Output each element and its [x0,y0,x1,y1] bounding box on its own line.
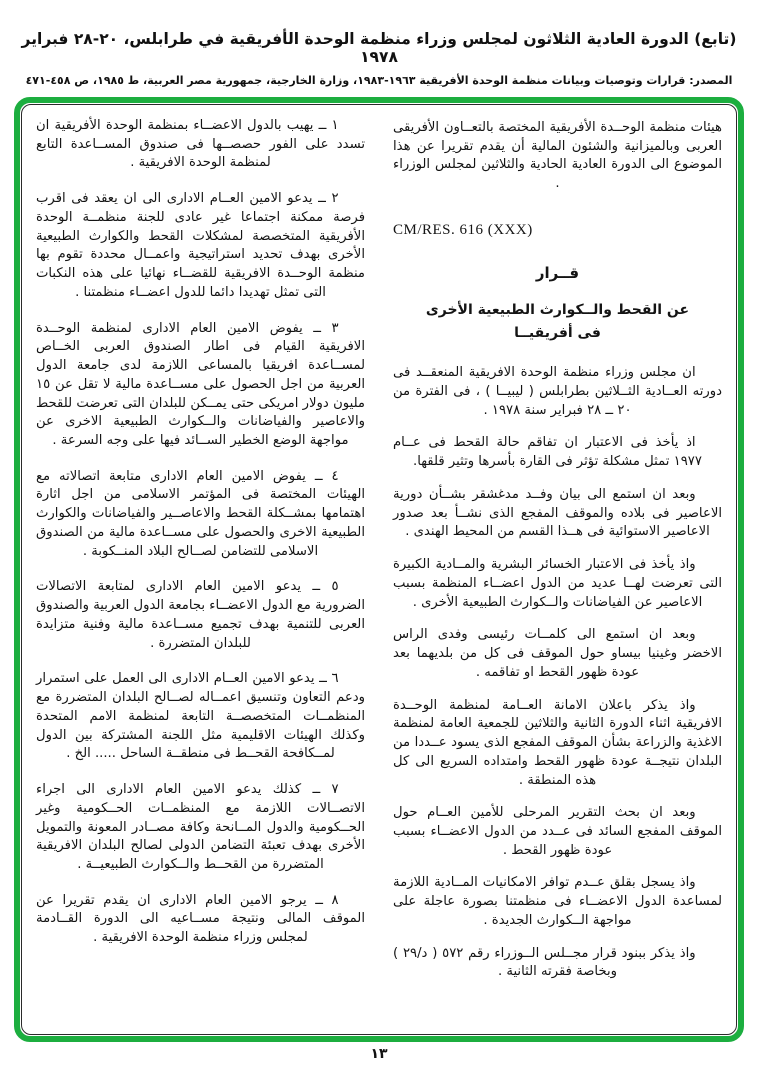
resolution-item-6: ٦ ــ يدعو الامين العــام الادارى الى العمل على استمرار ودعم التعاون وتنسيق اعمــاله لصــالح البلدان المتضررة مع المنظمــات المتخصصــة التابعة لمنظمة الامم المتحدة وكذلك الهيئات الاقليمية مثل اللجنة المشتركة بين الدول لمــكافحة القحــط فى منطقــة الساحل ..... الخ . [36,671,365,762]
left-column [36,117,365,1024]
page-header [0,30,758,87]
two-column-text-layout [36,117,722,1024]
resolution-item-5: ٥ ــ يدعو الامين العام الادارى لمتابعة الاتصالات الضرورية مع الدول الاعضــاء بجامعة الدول العربية والصندوق العربى للتنمية بهدف تجميع مســاعدة مالية وفنية متزايدة للبلدان المتضررة . [36,579,365,651]
preamble-paragraph: ان مجلس وزراء منظمة الوحدة الافريقية المنعقــد فى دورته العــادية الثــلاثين بطرابلس ( ليبيــا ) ، فى الفترة من ٢٠ ــ ٢٨ فبراير سنة ١٩٧٨ . [393,365,722,418]
preamble-paragraph: اذ يأخذ فى الاعتبار ان تفاقم حالة القحط فى عــام ١٩٧٧ تمثل مشكلة تؤثر فى القارة بأسرها وتثير قلقها. [393,435,702,470]
intro-paragraph: هيئات منظمة الوحــدة الأفريقية المختصة بالتعــاون الأفريقى العربى وبالميزانية والشئون المالية أن يقدم تقريرا عن هذا الموضوع الى الدورة العادية الحادية والثلاثين لمجلس الوزراء . [393,120,722,192]
resolution-title: قــرار [535,264,580,283]
preamble-paragraph: واذ يذكر باعلان الامانة العــامة لمنظمة الوحــدة الافريقية اثناء الدورة الثانية والثلاثين للجمعية العامة لمنظمة الاغذية والزراعة بشأن الموقف المفجع الذى يسود عــددا من البلدان نتيجــة عودة ظهور القحط وامتداده السريع الى كل هذه المنطقة . [393,697,722,788]
resolution-item-4: ٤ ــ يفوض الامين العام الادارى متابعة اتصالاته مع الهيئات المختصة فى المؤتمر الاسلامى من اجل اثارة اهتمامها بمشــكلة القحط والاعاصــير والفياضانات والكوارث الطبيعية الاخرى والحصول على مســاعدة مالية من الصندوق الاسلامى للتضامن لصــالح البلاد المنــكوبة . [36,468,365,559]
resolution-item-2: ٢ ــ يدعو الامين العــام الادارى الى ان يعقد فى اقرب فرصة ممكنة اجتماعا غير عادى للجنة منظمــة الوحدة الأفريقية المتخصصة لمشكلات القحط والكوارث الطبيعية الأخرى بهدف تحديد استراتيجية واعمــال محددة تقوم بها منظمة الوحــدة الافريقية للقضــاء نهائيا على هذه النكبات التى تمثل تهديدا دائما للدول اعضــاء منظمتنا . [36,191,365,300]
resolution-item-3: ٣ ــ يفوض الامين العام الادارى لمنظمة الوحــدة الافريقية القيام فى اطار الصندوق العربى الخــاص لمســاعدة افريقيا بالمساعى اللازمة لدى جامعة الدول العربية من اجل الحصول على مســاعدة مالية لا تقل عن ١٥ مليون دولار امريكى حتى يمــكن للبلدان التى تعرضت للقحط والاعاصير والفياضانات والــكوارث الطبيعية الاخرى عن مواجهة الوضع الخطير الســائد فيها على وجه السرعة . [36,320,365,449]
document-frame [14,97,744,1042]
resolution-item-1: ١ ــ يهيب بالدول الاعضــاء بمنظمة الوحدة الأفريقية ان تسدد على الفور حصصــها فى صندوق المســاعدة التابع لمنظمة الوحدة الافريقية . [36,118,365,171]
page-number: ١٣ [370,1046,388,1062]
resolution-subtitle-line1: عن القحط والــكوارث الطبيعية الأخرى [425,301,690,318]
preamble-paragraph: وبعد ان استمع الى كلمــات رئيسى وفدى الراس الاخضر وغينيا بيساو حول الموقف فى كل من بلديهما بعد عودة ظهور القحط او تفاقمه . [393,627,722,680]
resolution-subtitle-line2: فى أفريقيــا [514,325,601,342]
right-column [393,117,722,1024]
preamble-paragraph: واذ يسجل بقلق عــدم توافر الامكانيات المــادية اللازمة لمساعدة الدول الاعضــاء فى منظمتنا بصورة عاجلة على مواجهة الــكوارث الجديدة . [393,875,722,928]
source-citation: المصدر: قرارات وتوصيات وبيانات منظمة الوحدة الأفريقية ١٩٦٣-١٩٨٣، وزارة الخارجية، جمهورية مصر العربية، ط ١٩٨٥، ص ٤٥٨-٤٧١ [25,74,733,87]
resolution-item-7: ٧ ــ كذلك يدعو الامين العام الادارى الى اجراء الاتصــالات اللازمة مع المنظمــات الحــكومية وغير الحــكومية والدول المــانحة وكافة مصــادر المعونة والتمويل الأخرى بهدف تعبئة التضامن الدولى لصالح البلدان الافريقية المتضررة من القحــط والــكوارث الطبيعيــة . [36,782,365,872]
resolution-item-8: ٨ ــ يرجو الامين العام الادارى ان يقدم تقريرا عن الموقف المالى ونتيجة مســاعيه الى الدورة القــادمة لمجلس وزراء منظمة الوحدة الافريقية . [36,892,365,946]
preamble-paragraph: وبعد ان بحث التقرير المرحلى للأمين العــام حول الموقف المفجع السائد فى عــدد من الدول الاعضــاء بسبب عودة ظهور القحط . [393,805,722,858]
document-frame-inner-border [21,104,737,1035]
preamble-paragraph: واذ يذكر ببنود قرار مجــلس الــوزراء رقم ٥٧٢ ( د/٢٩ ) وبخاصة فقرته الثانية . [393,945,696,980]
resolution-reference-code: CM/RES. 616 (XXX) [393,221,533,238]
session-title: (تابع) الدورة العادية الثلاثون لمجلس وزراء منظمة الوحدة الأفريقية في طرابلس، ٢٠-٢٨ فبراير ١٩٧٨ [21,30,737,66]
preamble-paragraph: وبعد ان استمع الى بيان وفــد مدغشقر بشــأن دورية الاعاصير فى بلاده والموقف المفجع الذى نشــأ بعد صدور الاعاصير الاستوائية فى هــذا القسم من المحيط الهندى . [393,486,722,540]
preamble-paragraph: واذ يأخذ فى الاعتبار الخسائر البشرية والمــادية الكبيرة التى تعرضت لهــا عديد من الدول اعضــاء المنظمة بسبب الاعاصير عن الفياضانات والــكوارث الطبيعية الأخرى . [393,557,722,610]
